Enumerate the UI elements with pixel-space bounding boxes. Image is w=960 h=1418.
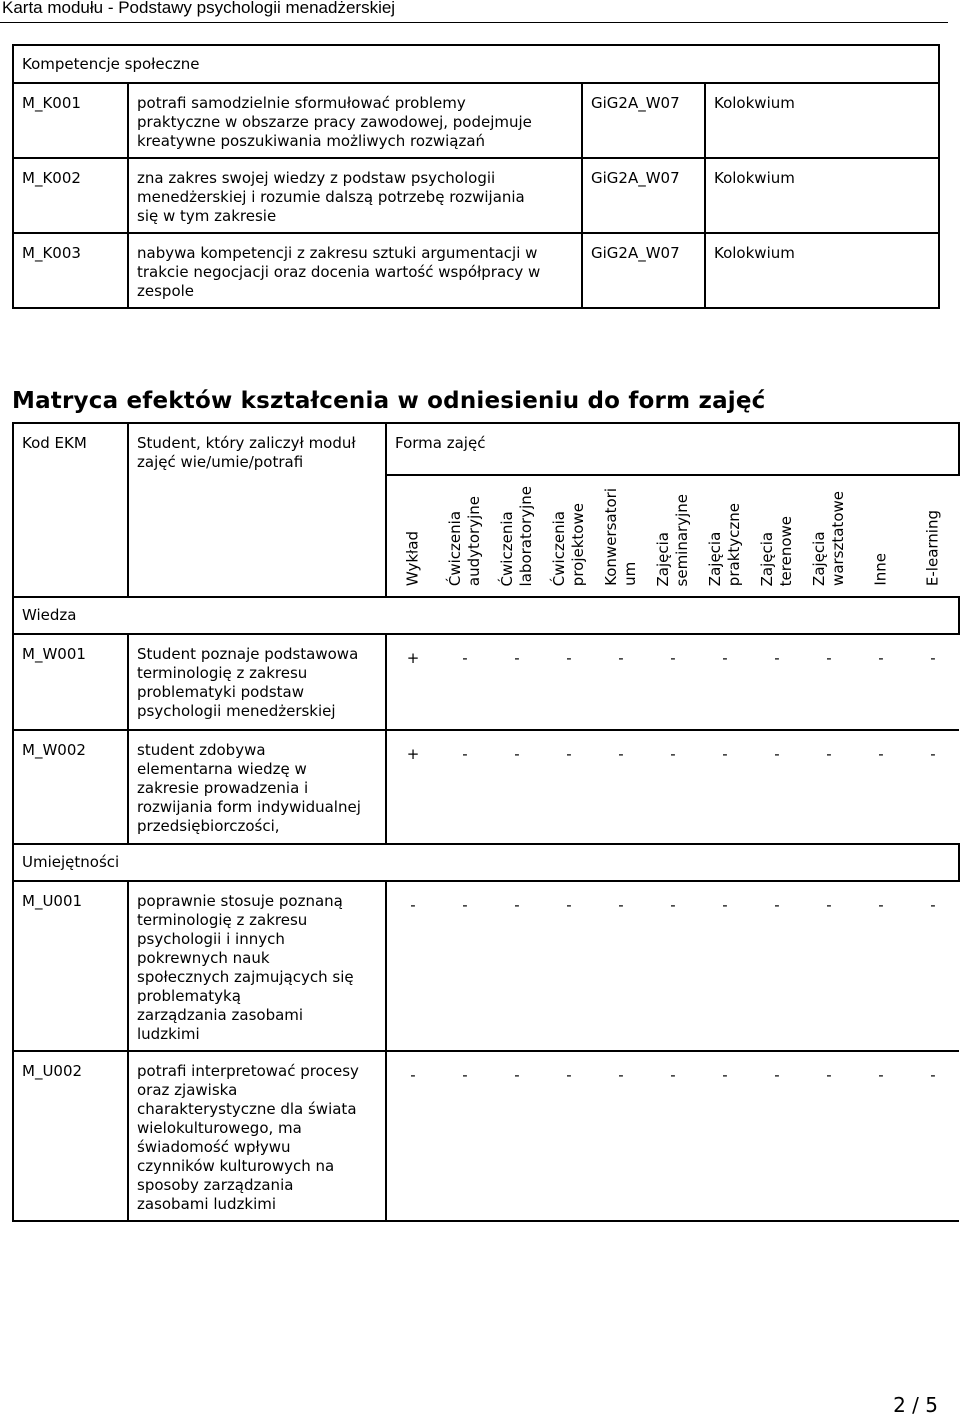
outcome-mark: -: [930, 896, 936, 914]
outcome-description-line: elementarna wiedzę w: [137, 760, 307, 778]
outcome-mark: -: [722, 1066, 728, 1084]
form-column-label: [924, 510, 943, 586]
matrix-title: Matryca efektów kształcenia w odniesieniu do form zajęć: [12, 388, 766, 414]
outcome-mark: -: [878, 1066, 884, 1084]
form-column-label-line: Konwersatori: [602, 488, 620, 586]
competence-reference: GiG2A_W07: [582, 83, 705, 158]
outcome-marks-list: [387, 1052, 959, 1085]
form-column-header: [387, 476, 439, 596]
outcome-description-line: wielokulturowego, ma: [137, 1119, 302, 1137]
competence-method: Kolokwium: [705, 83, 939, 158]
competence-code: M_K003: [13, 233, 128, 308]
competence-description: [128, 158, 582, 233]
outcome-code: M_U001: [13, 881, 128, 1051]
outcome-description-line: przedsiębiorczości,: [137, 817, 280, 835]
outcome-description-line: psychologii i innych: [137, 930, 285, 948]
outcome-mark: -: [566, 896, 572, 914]
outcome-marks: [386, 881, 959, 1051]
outcome-mark: -: [930, 1066, 936, 1084]
matrix-section-title: Wiedza: [13, 597, 959, 634]
competence-description-line: praktyczne w obszarze pracy zawodowej, podejmuje: [137, 113, 532, 131]
competence-description-line: menedżerskiej i rozumie dalszą potrzebę rozwijania: [137, 188, 525, 206]
outcome-description-line: zakresie prowadzenia i: [137, 779, 309, 797]
outcome-description-line: problematyki podstaw: [137, 683, 305, 701]
outcome-mark: -: [878, 896, 884, 914]
competence-row: [13, 83, 939, 158]
competence-description-line: trakcie negocjacji oraz docenia wartość współpracy w: [137, 263, 541, 281]
section-title-competences: Kompetencje społeczne: [13, 45, 939, 83]
outcome-mark: -: [826, 649, 832, 667]
competence-method: Kolokwium: [705, 233, 939, 308]
outcome-mark: -: [618, 649, 624, 667]
outcome-mark: -: [670, 896, 676, 914]
header-kod-ekm: Kod EKM: [13, 423, 128, 597]
form-column-label: [602, 488, 640, 586]
outcome-mark: -: [722, 745, 728, 763]
outcome-mark: -: [774, 896, 780, 914]
outcome-marks-list: [387, 731, 959, 764]
competence-description-line: kreatywne poszukiwania możliwych rozwiązań: [137, 132, 486, 150]
form-columns-header: [386, 475, 959, 597]
form-column-label-line: projektowe: [569, 502, 587, 586]
form-column-label-line: seminaryjne: [673, 493, 691, 586]
outcome-description: [128, 1051, 386, 1221]
form-column-label: [706, 503, 744, 586]
outcome-mark: -: [722, 649, 728, 667]
header-student-line-1: Student, który zaliczył moduł: [137, 434, 356, 452]
competence-row: [13, 233, 939, 308]
outcome-mark: -: [618, 1066, 624, 1084]
form-column-list: [387, 476, 959, 596]
competences-table: [12, 44, 940, 309]
outcome-code: M_W002: [13, 730, 128, 844]
form-column-label-line: Ćwiczenia: [550, 510, 568, 586]
form-column-header: [855, 476, 907, 596]
form-column-label: [810, 491, 848, 586]
outcome-mark: -: [618, 896, 624, 914]
outcome-marks-list: [387, 882, 959, 915]
form-column-label-line: laboratoryjne: [517, 485, 535, 586]
outcome-code: M_U002: [13, 1051, 128, 1221]
form-column-label: [404, 531, 423, 586]
outcome-description-line: ludzkimi: [137, 1025, 200, 1043]
form-column-header: [647, 476, 699, 596]
form-column-header: [543, 476, 595, 596]
outcome-description-line: pokrewnych nauk: [137, 949, 270, 967]
outcome-mark: -: [722, 896, 728, 914]
page-header: [0, 0, 948, 23]
outcome-description-line: rozwijania form indywidualnej: [137, 798, 361, 816]
form-column-header: [699, 476, 751, 596]
header-student: [128, 423, 386, 597]
form-column-label-line: E-learning: [923, 509, 942, 586]
form-column-label-line: Zajęcia: [654, 531, 672, 586]
form-column-label-line: audytoryjne: [465, 495, 483, 586]
competence-reference: GiG2A_W07: [582, 233, 705, 308]
form-column-label-line: Ćwiczenia: [498, 510, 516, 586]
outcome-description-line: społecznych zajmujących się: [137, 968, 354, 986]
outcome-description-line: problematyką: [137, 987, 241, 1005]
matrix-rows: [13, 597, 959, 1221]
outcome-mark: -: [566, 1066, 572, 1084]
matrix-section-title: Umiejętności: [13, 844, 959, 881]
form-column-label-line: Wykład: [403, 530, 422, 586]
outcome-description-line: student zdobywa: [137, 741, 266, 759]
outcome-mark: -: [514, 649, 520, 667]
outcome-description-line: sposoby zarządzania: [137, 1176, 294, 1194]
outcome-description-line: poprawnie stosuje poznaną: [137, 892, 343, 910]
outcome-mark: -: [774, 649, 780, 667]
outcome-description: [128, 730, 386, 844]
outcome-mark: +: [406, 745, 420, 763]
outcome-description-line: psychologii menedżerskiej: [137, 702, 336, 720]
matrix-section-row: [13, 597, 959, 634]
form-column-label: [872, 553, 891, 586]
form-column-label-line: terenowe: [777, 515, 795, 586]
matrix-row: [13, 730, 959, 844]
matrix-row: [13, 1051, 959, 1221]
form-column-label-line: Zajęcia: [706, 531, 724, 586]
outcome-description-line: Student poznaje podstawowa: [137, 645, 359, 663]
form-column-header: [907, 476, 959, 596]
outcome-description-line: świadomość wpływu: [137, 1138, 291, 1156]
outcome-mark: -: [410, 1066, 416, 1084]
outcome-description-line: charakterystyczne dla świata: [137, 1100, 357, 1118]
form-column-label-line: praktyczne: [725, 502, 743, 586]
outcome-description-line: czynników kulturowych na: [137, 1157, 335, 1175]
outcome-description-line: zarządzania zasobami: [137, 1006, 304, 1024]
outcome-mark: -: [566, 745, 572, 763]
outcome-mark: -: [514, 896, 520, 914]
outcome-mark: -: [514, 1066, 520, 1084]
form-column-label: [446, 496, 484, 586]
competence-description-line: zespole: [137, 282, 195, 300]
competence-code: M_K001: [13, 83, 128, 158]
competence-description-line: zna zakres swojej wiedzy z podstaw psychologii: [137, 169, 496, 187]
outcome-marks: [386, 730, 959, 844]
form-column-label-line: um: [621, 561, 639, 586]
outcome-mark: -: [930, 745, 936, 763]
outcome-mark: -: [826, 745, 832, 763]
outcome-description-line: potrafi interpretować procesy: [137, 1062, 359, 1080]
form-column-label-line: warsztatowe: [829, 491, 847, 586]
competence-reference: GiG2A_W07: [582, 158, 705, 233]
outcome-description-line: terminologię z zakresu: [137, 911, 308, 929]
matrix-section-row: [13, 844, 959, 881]
outcome-mark: -: [878, 745, 884, 763]
form-column-header: [439, 476, 491, 596]
competence-description-line: się w tym zakresie: [137, 207, 277, 225]
outcome-mark: -: [774, 745, 780, 763]
matrix-table: [12, 422, 960, 1222]
outcome-mark: -: [826, 896, 832, 914]
outcome-mark: -: [462, 896, 468, 914]
header-forma-zajec: Forma zajęć: [386, 423, 959, 475]
outcome-mark: +: [406, 649, 420, 667]
outcome-mark: -: [670, 745, 676, 763]
header-student-line-2: zajęć wie/umie/potrafi: [137, 453, 304, 471]
form-column-label: [758, 516, 796, 586]
outcome-mark: -: [826, 1066, 832, 1084]
outcome-mark: -: [514, 745, 520, 763]
competence-code: M_K002: [13, 158, 128, 233]
form-column-label-line: Ćwiczenia: [446, 510, 464, 586]
outcome-description-line: zasobami ludzkimi: [137, 1195, 277, 1213]
outcome-description-line: oraz zjawiska: [137, 1081, 238, 1099]
outcome-mark: -: [462, 1066, 468, 1084]
outcome-marks: [386, 634, 959, 730]
outcome-mark: -: [930, 649, 936, 667]
outcome-mark: -: [618, 745, 624, 763]
outcome-marks-list: [387, 635, 959, 668]
form-column-label-line: Zajęcia: [810, 531, 828, 586]
outcome-description: [128, 634, 386, 730]
competence-description-line: nabywa kompetencji z zakresu sztuki argumentacji w: [137, 244, 538, 262]
outcome-mark: -: [670, 649, 676, 667]
form-column-header: [491, 476, 543, 596]
page-title: Karta modułu - Podstawy psychologii menadżerskiej: [2, 0, 396, 17]
form-column-label: [654, 494, 692, 586]
outcome-marks: [386, 1051, 959, 1221]
outcome-mark: -: [462, 649, 468, 667]
competence-method: Kolokwium: [705, 158, 939, 233]
form-column-header: [595, 476, 647, 596]
competence-description: [128, 83, 582, 158]
competence-description-line: potrafi samodzielnie sformułować problemy: [137, 94, 466, 112]
outcome-mark: -: [774, 1066, 780, 1084]
form-column-label: [550, 503, 588, 586]
form-column-header: [803, 476, 855, 596]
outcome-description: [128, 881, 386, 1051]
outcome-mark: -: [462, 745, 468, 763]
outcome-code: M_W001: [13, 634, 128, 730]
page-number: 2 / 5: [893, 1393, 938, 1417]
matrix-row: [13, 881, 959, 1051]
outcome-description-line: terminologię z zakresu: [137, 664, 308, 682]
competence-description: [128, 233, 582, 308]
form-column-label-line: Inne: [871, 553, 890, 586]
outcome-mark: -: [410, 896, 416, 914]
outcome-mark: -: [878, 649, 884, 667]
matrix-row: [13, 634, 959, 730]
form-column-label: [498, 486, 536, 586]
outcome-mark: -: [670, 1066, 676, 1084]
competence-row: [13, 158, 939, 233]
form-column-header: [751, 476, 803, 596]
form-column-label-line: Zajęcia: [758, 531, 776, 586]
outcome-mark: -: [566, 649, 572, 667]
